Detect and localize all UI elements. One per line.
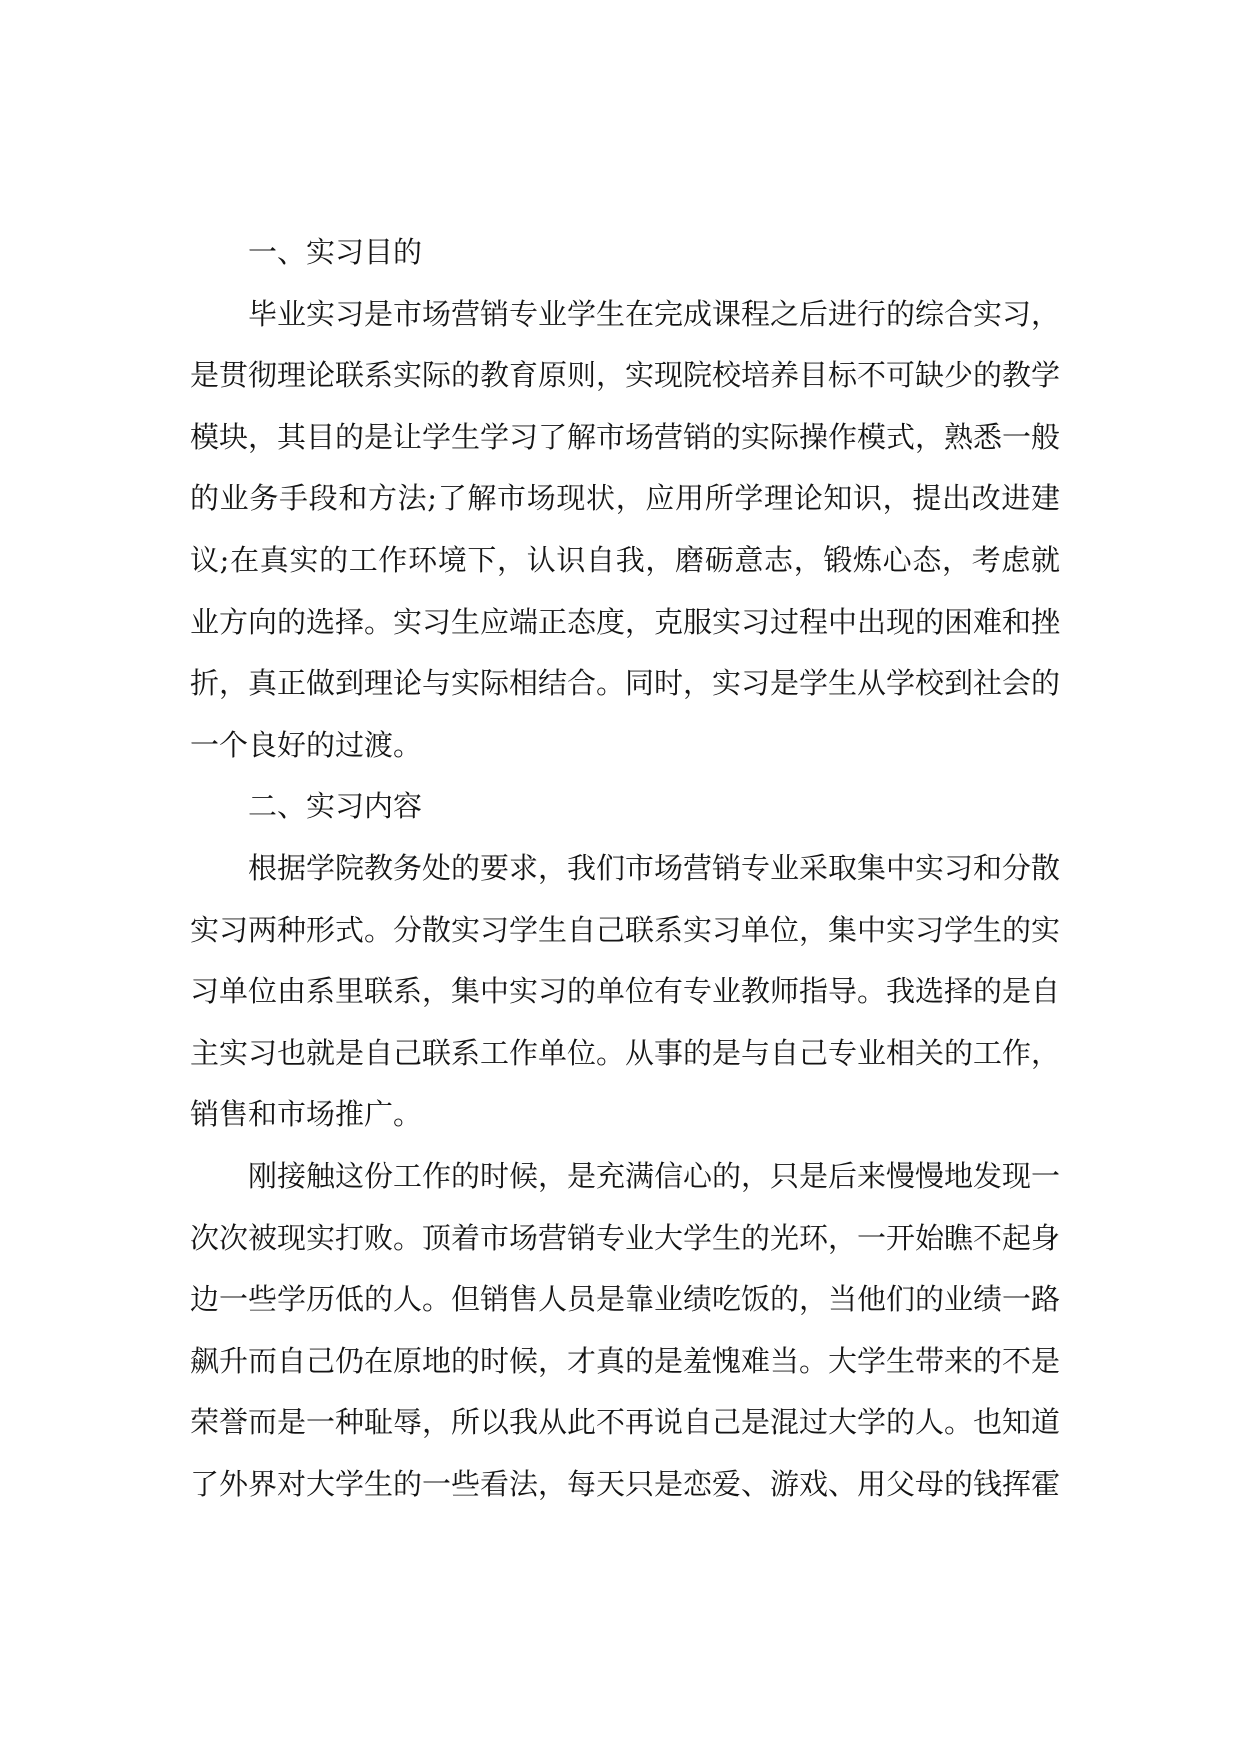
- document-body: [190, 222, 1060, 1515]
- section-heading-content: 二、实习内容: [248, 789, 423, 824]
- paragraph-experience: 刚接触这份工作的时候，是充满信心的，只是后来慢慢地发现一次次被现实打败。顶着市场营销专业大学生的光环，一开始瞧不起身边一些学历低的人。但销售人员是靠业绩吃饭的，当他们的业绩一路飙升而自己仍在原地的时候，才真的是羞愧难当。大学生带来的不是荣誉而是一种耻辱，所以我从此不再说自己是混过大学的人。也知道了外界对大学生的一些看法，每天只是恋爱、游戏、用父母的钱挥霍: [190, 1158, 1061, 1501]
- section-heading-purpose: 一、实习目的: [248, 235, 423, 269]
- paragraph-content: 根据学院教务处的要求，我们市场营销专业采取集中实习和分散实习两种形式。分散实习学生自己联系实习单位，集中实习学生的实习单位由系里联系，集中实习的单位有专业教师指导。我选择的是自主实习也就是自己联系工作单位。从事的是与自己专业相关的工作，销售和市场推广。: [190, 850, 1061, 1132]
- paragraph-purpose: 毕业实习是市场营销专业学生在完成课程之后进行的综合实习，是贯彻理论联系实际的教育原则，实现院校培养目标不可缺少的教学模块，其目的是让学生学习了解市场营销的实际操作模式，熟悉一般的业务手段和方法;了解市场现状，应用所学理论知识，提出改进建议;在真实的工作环境下，认识自我，磨砺意志，锻炼心态，考虑就业方向的选择。实习生应端正态度，克服实习过程中出现的困难和挫折，真正做到理论与实际相结合。同时，实习是学生从学校到社会的一个良好的过渡。: [190, 296, 1061, 762]
